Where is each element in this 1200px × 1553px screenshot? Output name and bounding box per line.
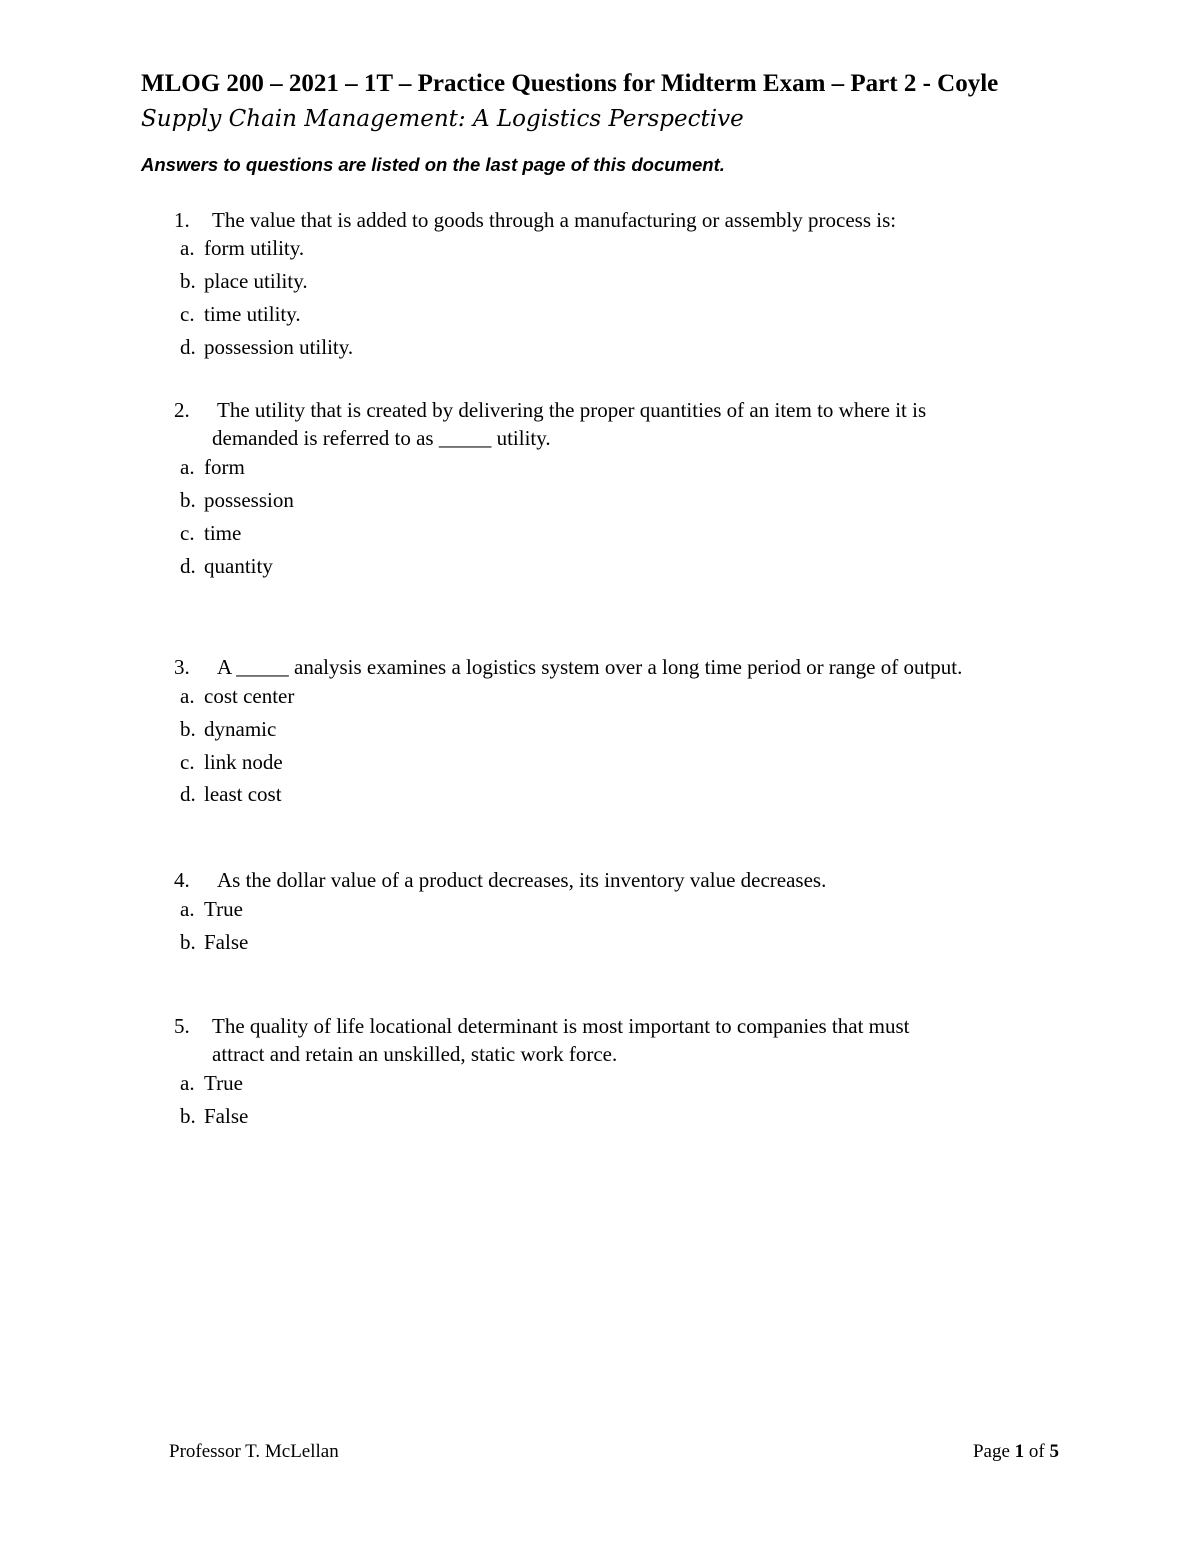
option-letter: a. [180,236,195,260]
option-text: dynamic [204,717,277,741]
option-letter: b. [180,269,196,293]
option-text: link node [204,750,283,774]
option-2b [180,486,294,514]
option-text: place utility. [204,269,308,293]
question-text: A _____ analysis examines a logistics system over a long time period or range of output. [217,655,963,679]
option-letter: c. [180,750,195,774]
option-5b [180,1102,248,1130]
option-text: True [204,1071,243,1095]
option-4b [180,928,248,956]
question-text: The value that is added to goods through a manufacturing or assembly process is: [212,208,897,232]
question-number: 2. [174,398,190,422]
option-5a [180,1069,243,1097]
option-letter: c. [180,302,195,326]
option-letter: a. [180,897,195,921]
option-letter: b. [180,488,196,512]
option-text: False [204,930,249,954]
option-letter: d. [180,554,196,578]
option-text: time utility. [204,302,301,326]
question-number: 4. [174,868,190,892]
page-title: MLOG 200 – 2021 – 1T – Practice Questions for Midterm Exam – Part 2 - Coyle [141,70,999,97]
option-3b [180,715,276,743]
question-text: The utility that is created by delivering the proper quantities of an item to where it is [217,398,927,422]
option-text: cost center [204,684,295,708]
question-text: The quality of life locational determinant is most important to companies that must [212,1014,910,1038]
option-text: False [204,1104,249,1128]
option-2c [180,519,241,547]
option-3c [180,748,283,776]
option-1d [180,333,353,361]
option-letter: d. [180,335,196,359]
option-letter: a. [180,455,195,479]
question-number: 1. [174,208,190,232]
option-letter: a. [180,1071,195,1095]
option-1c [180,300,301,328]
question-number: 3. [174,655,190,679]
page-number [973,1441,1059,1463]
option-letter: d. [180,782,196,806]
option-text: form utility. [204,236,305,260]
option-4a [180,895,243,923]
option-2d [180,552,273,580]
page-total: 5 [1049,1441,1059,1462]
option-2a [180,453,245,481]
page-of: of [1028,1441,1045,1462]
answers-note: Answers to questions are listed on the last page of this document. [141,154,725,175]
option-1a [180,234,304,262]
option-text: quantity [204,554,273,578]
option-letter: c. [180,521,195,545]
option-text: True [204,897,243,921]
option-letter: b. [180,930,196,954]
option-text: possession utility. [204,335,354,359]
footer-author: Professor T. McLellan [169,1441,339,1462]
option-letter: b. [180,1104,196,1128]
option-letter: a. [180,684,195,708]
option-1b [180,267,308,295]
option-3a [180,682,294,710]
page-subtitle: Supply Chain Management: A Logistics Perspective [141,106,744,132]
question-text-continued: demanded is referred to as _____ utility. [212,426,551,450]
page-prefix: Page [972,1441,1010,1462]
option-text: time [204,521,242,545]
question-text: As the dollar value of a product decreases, its inventory value decreases. [217,868,827,892]
question-text-continued: attract and retain an unskilled, static work force. [212,1042,618,1066]
option-3d [180,780,282,808]
option-text: form [204,455,245,479]
option-letter: b. [180,717,196,741]
option-text: least cost [204,782,282,806]
option-text: possession [204,488,294,512]
page-current: 1 [1014,1441,1025,1462]
question-number: 5. [174,1014,190,1038]
